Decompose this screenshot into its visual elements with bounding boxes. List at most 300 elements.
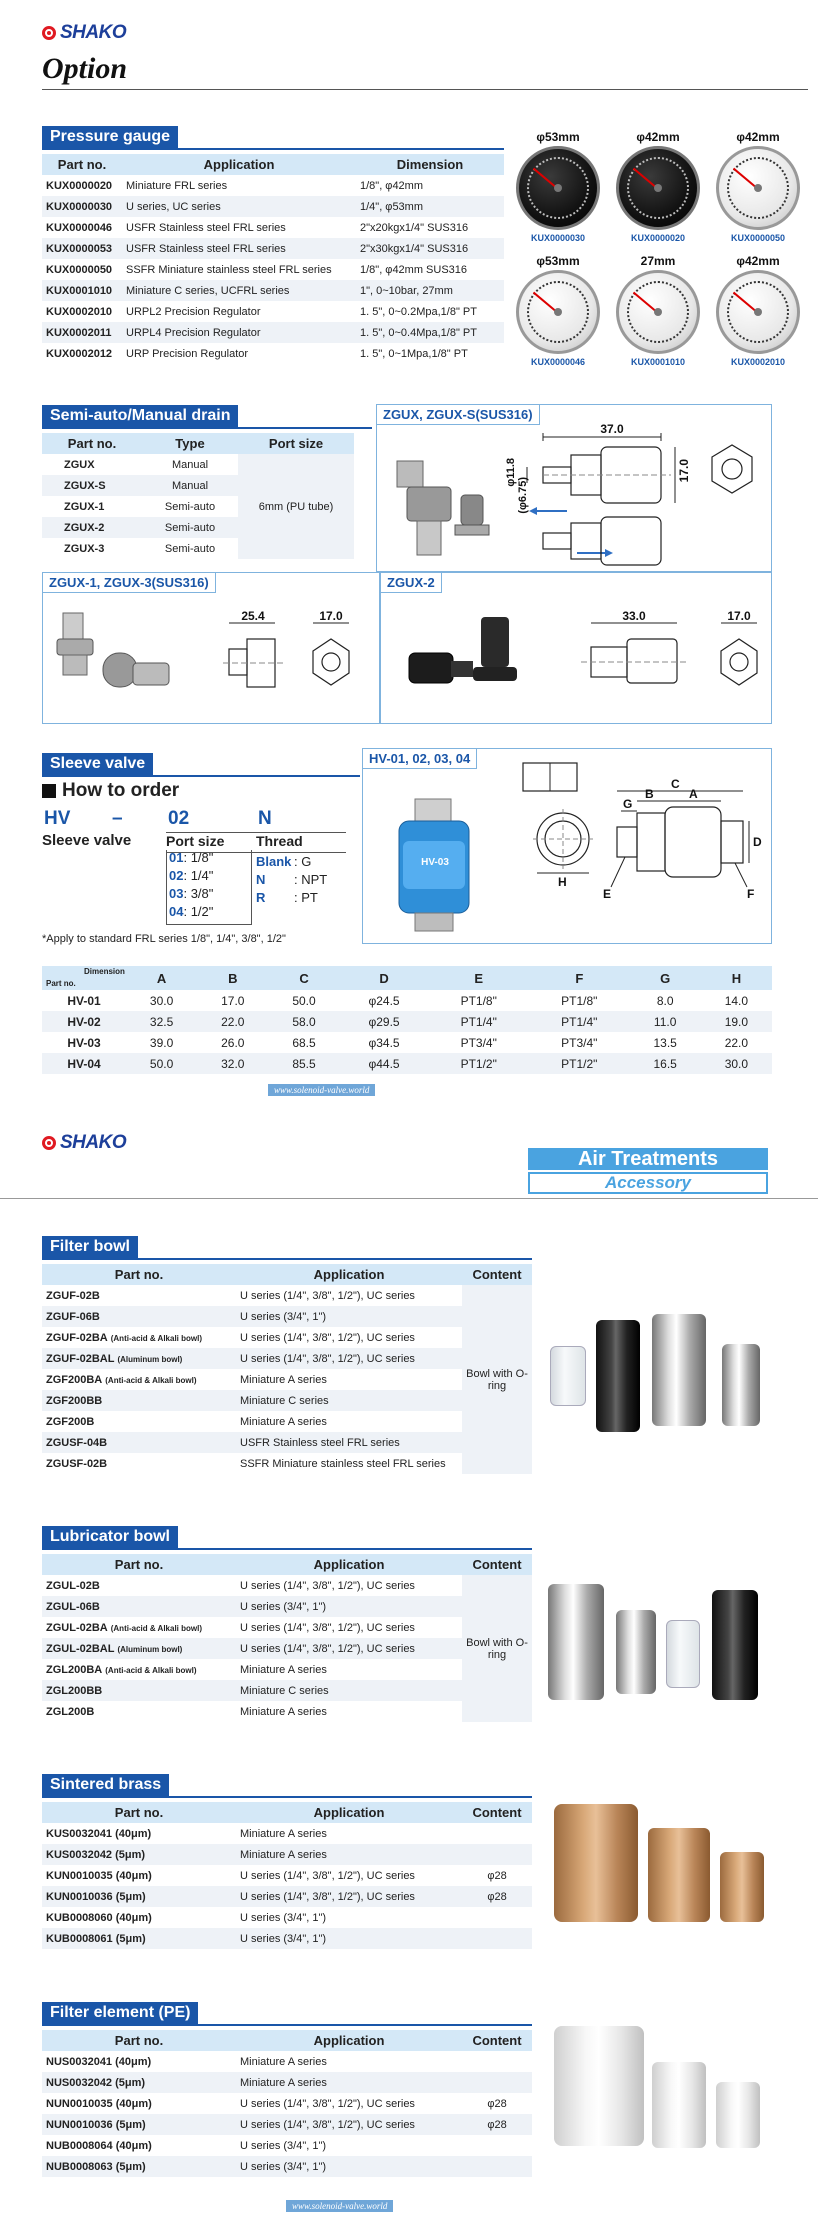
- section-title-drain: Semi-auto/Manual drain: [42, 405, 238, 427]
- sintered-brass-table: [42, 1802, 532, 1949]
- part-number: ZGUSF-04B: [46, 1436, 108, 1449]
- part-number-cell: KUX0002012: [42, 343, 122, 364]
- apply-note: *Apply to standard FRL series 1/8", 1/4", 3/8", 1/2": [42, 933, 286, 945]
- table-row: [42, 1701, 532, 1722]
- table-row: [42, 1348, 532, 1369]
- application-cell: U series (1/4", 3/8", 1/2"), UC series: [236, 1638, 462, 1659]
- table-row: [42, 217, 504, 238]
- port-value: : 1/2": [183, 904, 214, 919]
- table-row: [42, 2114, 532, 2135]
- table-row: [42, 1327, 532, 1348]
- dimension-cell: 17.0: [197, 990, 268, 1011]
- part-number-cell: NUS0032041 (40μm): [42, 2051, 236, 2072]
- part-number-cell: KUX0000020: [42, 175, 122, 196]
- part-number-cell: [42, 1680, 236, 1701]
- gauge-hub: [754, 184, 762, 192]
- part-number-cell: KUX0000030: [42, 196, 122, 217]
- pressure-gauge-icon: [616, 270, 700, 354]
- dimension-cell: 13.5: [630, 1032, 701, 1053]
- type-cell: Semi-auto: [142, 538, 238, 559]
- part-no-header: Part no.: [46, 979, 76, 988]
- application-cell: Miniature C series: [236, 1680, 462, 1701]
- dimension-cell: PT3/4": [529, 1032, 630, 1053]
- application-cell: U series (1/4", 3/8", 1/2"), UC series: [236, 1327, 462, 1348]
- dimension-cell: 22.0: [197, 1011, 268, 1032]
- section-bar: [42, 1258, 532, 1260]
- application-cell: U series (1/4", 3/8", 1/2"), UC series: [236, 1575, 462, 1596]
- table-body: [42, 1823, 532, 1949]
- col-header: B: [197, 966, 268, 990]
- zgux-drawing: [377, 405, 773, 573]
- gauge-item: [510, 130, 606, 243]
- drawing-letter-g: G: [623, 797, 633, 811]
- part-number-cell: NUS0032042 (5μm): [42, 2072, 236, 2093]
- table-row: [42, 196, 504, 217]
- table-row: [42, 280, 504, 301]
- part-number-cell: [42, 1453, 236, 1474]
- part-number-cell: [42, 1617, 236, 1638]
- bowl-dark: [712, 1590, 758, 1700]
- part-number-cell: [42, 1285, 236, 1306]
- dim-length: 25.4: [241, 609, 265, 623]
- drain-table: [42, 433, 354, 559]
- table-body: [42, 175, 504, 364]
- col-header: Application: [236, 1802, 462, 1823]
- part-number-cell: [42, 1659, 236, 1680]
- part-number-cell: KUX0002010: [42, 301, 122, 322]
- pressure-gauge-icon: [716, 146, 800, 230]
- port-list: [166, 850, 252, 925]
- part-note: (Anti-acid & Alkali bowl): [110, 1623, 202, 1633]
- application-cell: URP Precision Regulator: [122, 343, 356, 364]
- part-number: ZGUF-02BA: [46, 1331, 108, 1344]
- part-number-cell: [42, 1701, 236, 1722]
- table-row: [42, 1453, 532, 1474]
- section-title-filter-bowl: Filter bowl: [42, 1236, 138, 1258]
- content-cell: Bowl with O-ring: [462, 1285, 532, 1474]
- table-row: [42, 1680, 532, 1701]
- content-cell: [462, 2072, 532, 2093]
- application-cell: Miniature FRL series: [122, 175, 356, 196]
- col-header: A: [126, 966, 197, 990]
- how-to-order-heading: [42, 780, 179, 802]
- filter-bowl-table: [42, 1264, 532, 1474]
- part-note: (Aluminum bowl): [117, 1354, 183, 1364]
- application-cell: U series, UC series: [122, 196, 356, 217]
- part-number: ZGUF-02B: [46, 1289, 100, 1302]
- table-row: [42, 1575, 532, 1596]
- drawing-letter-h: H: [558, 875, 567, 889]
- application-cell: U series (3/4", 1"): [236, 2156, 462, 2177]
- thread-value: : NPT: [294, 872, 328, 887]
- port-option: [167, 850, 251, 868]
- part-number-cell: NUN0010035 (40μm): [42, 2093, 236, 2114]
- part-number: ZGF200B: [46, 1415, 95, 1428]
- part-note: (Aluminum bowl): [117, 1644, 183, 1654]
- part-number-cell: [42, 1369, 236, 1390]
- gauge-size: φ53mm: [536, 130, 580, 144]
- thread-code: Blank: [256, 854, 292, 869]
- table-row: [42, 1823, 532, 1844]
- dimension-cell: 30.0: [126, 990, 197, 1011]
- thread-value: : G: [294, 854, 312, 869]
- square-bullet-icon: [42, 784, 56, 798]
- product-model-text: HV-03: [421, 857, 449, 868]
- table-row: [42, 1411, 532, 1432]
- gauge-item: [710, 130, 806, 243]
- part-number-cell: ZGUX-3: [42, 538, 142, 559]
- bowl-metal-small: [616, 1610, 656, 1694]
- table-row: [42, 175, 504, 196]
- table-body: [42, 1285, 532, 1474]
- dimension-cell: 1", 0~10bar, 27mm: [356, 280, 504, 301]
- dimension-cell: φ29.5: [340, 1011, 429, 1032]
- application-cell: U series (1/4", 3/8", 1/2"), UC series: [236, 2093, 462, 2114]
- dimension-cell: 1. 5", 0~0.2Mpa,1/8" PT: [356, 301, 504, 322]
- col-header: Application: [236, 2030, 462, 2051]
- pe-small: [716, 2082, 760, 2148]
- hv-drawing: [363, 749, 773, 945]
- application-cell: SSFR Miniature stainless steel FRL series: [236, 1453, 462, 1474]
- brand-logo-2: [42, 1132, 126, 1154]
- part-number-cell: KUX0001010: [42, 280, 122, 301]
- thread-header: Thread: [256, 833, 303, 849]
- col-header: Content: [462, 1554, 532, 1575]
- part-number-cell: [42, 1390, 236, 1411]
- table-row: [42, 1659, 532, 1680]
- gauge-item: [510, 254, 606, 367]
- application-cell: URPL2 Precision Regulator: [122, 301, 356, 322]
- content-cell: [462, 2135, 532, 2156]
- gauge-hub: [554, 184, 562, 192]
- col-header: C: [268, 966, 339, 990]
- part-number: ZGUL-02BA: [46, 1621, 108, 1634]
- application-cell: U series (3/4", 1"): [236, 1928, 462, 1949]
- section-title-lubricator: Lubricator bowl: [42, 1526, 178, 1548]
- table-row: [42, 2135, 532, 2156]
- bowl-metal-large: [548, 1584, 604, 1700]
- dimension-header: Dimension: [84, 967, 125, 976]
- application-cell: U series (3/4", 1"): [236, 1596, 462, 1617]
- col-header: Part no.: [42, 1554, 236, 1575]
- gauge-part-label: KUX0000020: [630, 233, 686, 243]
- col-header: G: [630, 966, 701, 990]
- application-cell: U series (3/4", 1"): [236, 2135, 462, 2156]
- panel-zgux: [376, 404, 772, 572]
- application-cell: Miniature A series: [236, 1823, 462, 1844]
- brand-name: SHAKO: [60, 22, 127, 43]
- panel-label: HV-01, 02, 03, 04: [363, 749, 477, 769]
- dim-width: 17.0: [727, 609, 751, 623]
- dimension-cell: 50.0: [268, 990, 339, 1011]
- drawing-letter-a: A: [689, 787, 698, 801]
- part-number: ZGUL-06B: [46, 1600, 100, 1613]
- drawing-letter-f: F: [747, 887, 755, 901]
- gauge-part-label: KUX0000046: [530, 357, 586, 367]
- dimension-cell: 22.0: [701, 1032, 772, 1053]
- part-note: (Anti-acid & Alkali bowl): [105, 1375, 197, 1385]
- table-row: [42, 1432, 532, 1453]
- application-cell: Miniature A series: [236, 1844, 462, 1865]
- part-number: ZGL200BB: [46, 1684, 103, 1697]
- application-cell: Miniature A series: [236, 1659, 462, 1680]
- col-header: Part no.: [42, 1802, 236, 1823]
- gauge-size: φ53mm: [536, 254, 580, 268]
- content-cell: [462, 2156, 532, 2177]
- table-row: [42, 1596, 532, 1617]
- dimension-cell: 68.5: [268, 1032, 339, 1053]
- section-title-sleeve: Sleeve valve: [42, 753, 153, 775]
- dimension-cell: 11.0: [630, 1011, 701, 1032]
- part-number: ZGUF-06B: [46, 1310, 100, 1323]
- panel-zgux1: [42, 572, 380, 724]
- application-cell: Miniature A series: [236, 2051, 462, 2072]
- gauge-part-label: KUX0001010: [630, 357, 686, 367]
- port-value: : 1/8": [183, 850, 214, 865]
- table-row: [42, 1053, 772, 1074]
- col-header: F: [529, 966, 630, 990]
- part-number-cell: [42, 1432, 236, 1453]
- code-port: 02: [168, 808, 190, 829]
- gauge-size: φ42mm: [736, 254, 780, 268]
- gauge-gallery: [510, 130, 810, 378]
- panel-label: ZGUX-1, ZGUX-3(SUS316): [43, 573, 216, 593]
- part-number-cell: ZGUX-S: [42, 475, 142, 496]
- dimension-cell: PT3/4": [428, 1032, 529, 1053]
- pressure-gauge-table: [42, 154, 504, 364]
- table-row: [42, 1617, 532, 1638]
- table-row: [42, 2156, 532, 2177]
- table-row: [42, 343, 504, 364]
- col-header: Port size: [238, 433, 354, 454]
- col-header: Application: [122, 154, 356, 175]
- part-number-cell: KUX0002011: [42, 322, 122, 343]
- application-cell: U series (1/4", 3/8", 1/2"), UC series: [236, 1348, 462, 1369]
- panel-label: ZGUX, ZGUX-S(SUS316): [377, 405, 540, 425]
- watermark-bottom: www.solenoid-valve.world: [286, 2200, 393, 2212]
- drawing-letter-e: E: [603, 887, 612, 901]
- panel-hv: [362, 748, 772, 944]
- part-number: ZGF200BA: [46, 1373, 103, 1386]
- brass-large: [554, 1804, 638, 1922]
- table-row: [42, 1306, 532, 1327]
- part-number-cell: KUX0000050: [42, 259, 122, 280]
- brand-name: SHAKO: [60, 1132, 127, 1153]
- lubricator-bowl-table: [42, 1554, 532, 1722]
- table-row: [42, 1886, 532, 1907]
- dimension-cell: φ24.5: [340, 990, 429, 1011]
- part-number-cell: NUB0008063 (5μm): [42, 2156, 236, 2177]
- title-rule: [42, 89, 808, 90]
- dim-diameter-inner: (φ6.75): [517, 477, 529, 514]
- code-thread: N: [258, 808, 272, 829]
- dimension-cell: 30.0: [701, 1053, 772, 1074]
- port-size-header: Port size: [166, 833, 225, 849]
- port-size-cell: 6mm (PU tube): [238, 454, 354, 559]
- bowl-metal-large: [652, 1314, 706, 1426]
- part-number: ZGF200BB: [46, 1394, 103, 1407]
- gauge-size: φ42mm: [636, 130, 680, 144]
- drawing-letter-d: D: [753, 835, 762, 849]
- part-number-cell: [42, 1638, 236, 1659]
- port-code: 04: [169, 904, 184, 919]
- part-number: ZGL200BA: [46, 1663, 103, 1676]
- application-cell: Miniature C series, UCFRL series: [122, 280, 356, 301]
- dimension-cell: 39.0: [126, 1032, 197, 1053]
- code-series: HV: [44, 808, 71, 829]
- dimension-cell: 85.5: [268, 1053, 339, 1074]
- thread-option: [256, 890, 346, 908]
- col-header: D: [340, 966, 429, 990]
- content-cell: [462, 1907, 532, 1928]
- dim-length: 33.0: [622, 609, 646, 623]
- content-cell: [462, 1844, 532, 1865]
- part-note: (Anti-acid & Alkali bowl): [110, 1333, 202, 1343]
- application-cell: USFR Stainless steel FRL series: [236, 1432, 462, 1453]
- thread-code: N: [256, 872, 266, 887]
- table-row: [42, 2072, 532, 2093]
- table-row: [42, 238, 504, 259]
- part-number-cell: HV-01: [42, 990, 126, 1011]
- application-cell: Miniature C series: [236, 1390, 462, 1411]
- gauge-hub: [654, 308, 662, 316]
- application-cell: USFR Stainless steel FRL series: [122, 217, 356, 238]
- col-header: Content: [462, 1802, 532, 1823]
- application-cell: USFR Stainless steel FRL series: [122, 238, 356, 259]
- content-cell: φ28: [462, 2114, 532, 2135]
- part-number-cell: KUX0000053: [42, 238, 122, 259]
- col-header: H: [701, 966, 772, 990]
- thread-list: [256, 854, 346, 908]
- table-row: [42, 454, 354, 475]
- panel-zgux2: [380, 572, 772, 724]
- table-row: [42, 1844, 532, 1865]
- table-row: [42, 2093, 532, 2114]
- drawing-letter-b: B: [645, 787, 654, 801]
- dim-diameter: φ11.8: [505, 458, 517, 487]
- section-bar: [42, 775, 360, 777]
- port-value: : 1/4": [183, 868, 214, 883]
- part-number: ZGUF-02BAL: [46, 1352, 115, 1365]
- bowl-dark: [596, 1320, 640, 1432]
- dimension-cell: 1. 5", 0~1Mpa,1/8" PT: [356, 343, 504, 364]
- table-row: [42, 1865, 532, 1886]
- brass-medium: [648, 1828, 710, 1922]
- order-col1: Sleeve valve: [42, 832, 132, 849]
- dimension-cell: PT1/8": [529, 990, 630, 1011]
- banner-title: Air Treatments: [528, 1148, 768, 1170]
- section-bar: [42, 148, 504, 150]
- bowl-metal-small: [722, 1344, 760, 1426]
- part-number-cell: KUB0008061 (5μm): [42, 1928, 236, 1949]
- filter-element-photo: [540, 2016, 790, 2166]
- zgux2-drawing: [381, 573, 773, 725]
- application-cell: U series (1/4", 3/8", 1/2"), UC series: [236, 1285, 462, 1306]
- brass-small: [720, 1852, 764, 1922]
- pressure-gauge-icon: [516, 270, 600, 354]
- table-row: [42, 259, 504, 280]
- section-bar: [42, 1548, 532, 1550]
- pressure-gauge-icon: [716, 270, 800, 354]
- col-header: E: [428, 966, 529, 990]
- part-number-cell: ZGUX: [42, 454, 142, 475]
- application-cell: SSFR Miniature stainless steel FRL series: [122, 259, 356, 280]
- dimension-cell: 26.0: [197, 1032, 268, 1053]
- panel-label: ZGUX-2: [381, 573, 442, 593]
- part-number-cell: [42, 1575, 236, 1596]
- dimension-cell: 8.0: [630, 990, 701, 1011]
- gauge-hub: [654, 184, 662, 192]
- part-number-cell: [42, 1327, 236, 1348]
- dimension-cell: 1. 5", 0~0.4Mpa,1/8" PT: [356, 322, 504, 343]
- pe-large: [554, 2026, 644, 2146]
- col-header: Application: [236, 1554, 462, 1575]
- gauge-item: [610, 130, 706, 243]
- part-number-cell: HV-02: [42, 1011, 126, 1032]
- application-cell: U series (1/4", 3/8", 1/2"), UC series: [236, 1617, 462, 1638]
- dimension-cell: PT1/4": [529, 1011, 630, 1032]
- dimension-cell: 2"x30kgx1/4" SUS316: [356, 238, 504, 259]
- dimension-cell: 2"x20kgx1/4" SUS316: [356, 217, 504, 238]
- content-cell: [462, 1928, 532, 1949]
- section-title-sintered: Sintered brass: [42, 1774, 169, 1796]
- col-header: Dimension: [356, 154, 504, 175]
- type-cell: Manual: [142, 454, 238, 475]
- application-cell: U series (1/4", 3/8", 1/2"), UC series: [236, 1886, 462, 1907]
- type-cell: Semi-auto: [142, 517, 238, 538]
- dimension-cell: 14.0: [701, 990, 772, 1011]
- gauge-part-label: KUX0002010: [730, 357, 786, 367]
- table-row: [42, 1011, 772, 1032]
- col-header: Content: [462, 1264, 532, 1285]
- part-note: (Anti-acid & Alkali bowl): [105, 1665, 197, 1675]
- content-cell: [462, 1823, 532, 1844]
- dimension-cell: 16.5: [630, 1053, 701, 1074]
- gauge-item: [710, 254, 806, 367]
- table-row: [42, 1390, 532, 1411]
- dimension-cell: PT1/2": [428, 1053, 529, 1074]
- application-cell: U series (3/4", 1"): [236, 1306, 462, 1327]
- brand-logo: [42, 22, 126, 44]
- port-value: : 3/8": [183, 886, 214, 901]
- port-code: 03: [169, 886, 184, 901]
- dimension-cell: 50.0: [126, 1053, 197, 1074]
- part-number-cell: [42, 1411, 236, 1432]
- application-cell: U series (1/4", 3/8", 1/2"), UC series: [236, 1865, 462, 1886]
- filter-bowl-photo: [540, 1310, 780, 1440]
- content-cell: φ28: [462, 1865, 532, 1886]
- col-header-part: [42, 966, 126, 990]
- dimension-cell: 58.0: [268, 1011, 339, 1032]
- part-number-cell: NUN0010036 (5μm): [42, 2114, 236, 2135]
- part-number-cell: [42, 1306, 236, 1327]
- dimension-cell: PT1/2": [529, 1053, 630, 1074]
- dimension-cell: 32.0: [197, 1053, 268, 1074]
- banner-subtitle: Accessory: [528, 1172, 768, 1194]
- col-header: Part no.: [42, 154, 122, 175]
- application-cell: U series (1/4", 3/8", 1/2"), UC series: [236, 2114, 462, 2135]
- part-number-cell: [42, 1348, 236, 1369]
- pressure-gauge-icon: [616, 146, 700, 230]
- content-cell: φ28: [462, 1886, 532, 1907]
- table-body: [42, 454, 354, 559]
- part-number: ZGL200B: [46, 1705, 95, 1718]
- gauge-part-label: KUX0000030: [530, 233, 586, 243]
- gauge-hub: [754, 308, 762, 316]
- dim-width: 17.0: [319, 609, 343, 623]
- application-cell: Miniature A series: [236, 1701, 462, 1722]
- dimension-cell: 1/8", φ42mm: [356, 175, 504, 196]
